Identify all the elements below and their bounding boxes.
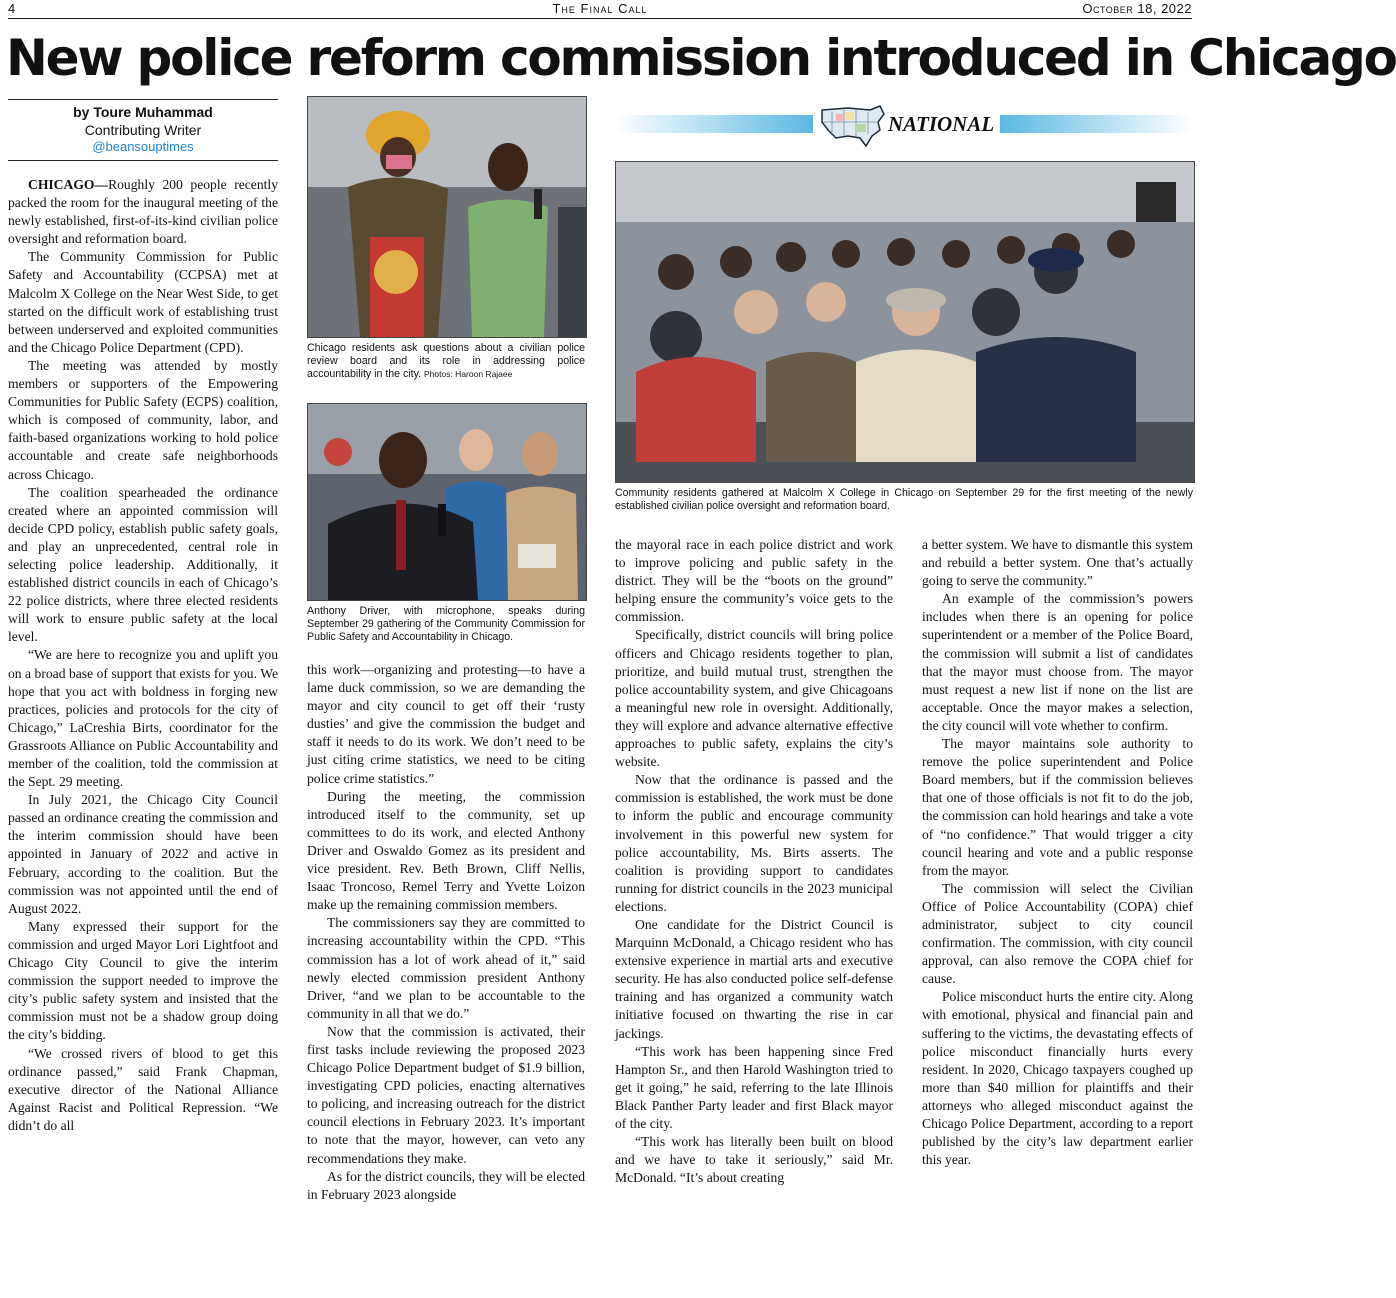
article-paragraph <box>8 248 278 357</box>
article-paragraph <box>615 536 893 626</box>
article-paragraph-text: The coalition spearheaded the ordinance created where an appointed commission will decide CPD policy, establish public safety goals, and play an unprecedented, central role in selecting police leadership. Additionally, it established district councils in each of Chicago’s 22 police districts, where three elected residents will work to ensure public safety at the local level. <box>8 484 278 645</box>
article-paragraph <box>615 916 893 1043</box>
article-paragraph-text: “We are here to recognize you and uplift you on a broad base of support that exists for you. We hope that you act with boldness in forging new practices, policies and protocols for the city of Chicago,” LaCreshia Birts, coordinator for the Grassroots Alliance on Public Accountability and member of the coalition, told the commission at the Sept. 29 meeting. <box>8 647 278 790</box>
byline <box>8 103 278 155</box>
article-paragraph <box>8 1045 278 1135</box>
section-bar-left <box>615 115 813 133</box>
article-paragraph <box>307 1168 585 1204</box>
article-paragraph <box>307 788 585 915</box>
article-paragraph-text: The meeting was attended by mostly members or supporters of the Empowering Communities for Public Safety (ECPS) coalition, which is composed of community, labor, and faith-based organizations working to hold police accountable and create safe neighborhoods across Chicago. <box>8 357 278 482</box>
article-paragraph <box>8 918 278 1045</box>
publication-name: The Final Call <box>552 1 648 16</box>
article-paragraph-text: Now that the commission is activated, their first tasks include reviewing the proposed 2023 Chicago Police Department budget of $1.9 billion, investigating CPD policies, enacting alternatives to policing, and increasing outreach for the district council elections in February 2023. It’s important to note that the mayor, however, can veto any recommendations they make. <box>307 1023 585 1166</box>
article-paragraph-text: “This work has literally been built on blood and we have to take it seriously,” said Mr. McDonald. “It’s about creating <box>615 1134 893 1186</box>
photo-credit: Photos: Haroon Rajaee <box>424 369 513 379</box>
article-paragraph <box>307 661 585 788</box>
article-paragraph <box>615 1043 893 1133</box>
photo-audience-icon <box>616 162 1194 482</box>
article-paragraph-text: In July 2021, the Chicago City Council passed an ordinance creating the commission and the interim commission should have been appointed in January of 2022 and active in February, according to the coalition. But the commission was not appointed until the end of August 2022. <box>8 792 278 916</box>
article-column-4 <box>922 536 1193 1294</box>
article-column-2 <box>307 661 585 1294</box>
article-paragraph <box>615 626 893 771</box>
issue-date: October 18, 2022 <box>1082 1 1192 16</box>
article-paragraph-text: An example of the commission’s powers includes when there is an opening for police superintendent or a member of the Police Board, the commission will submit a list of candidates that the mayor must choose from. The mayor must request a new list if none on the list are acceptable. Once the mayor makes a selection, the city council will vote whether to confirm. <box>922 591 1193 733</box>
article-paragraph-text: As for the district councils, they will be elected in February 2023 alongside <box>307 1168 585 1202</box>
article-paragraph <box>8 357 278 484</box>
article-paragraph-text: Many expressed their support for the commission and urged Mayor Lori Lightfoot and Chicago City Council to give the interim commission the support needed to improve the city’s public safety system and insisted that the commission must not be a shadow group doing the city’s bidding. <box>8 918 278 1043</box>
article-paragraph-text: the mayoral race in each police district and work to improve policing and public safety in the district. They will be the “boots on the ground” helping ensure the community’s voice gets to the commission. <box>615 537 893 625</box>
photo-residents-questions <box>307 96 587 338</box>
article-paragraph-text: “We crossed rivers of blood to get this ordinance passed,” said Frank Chapman, executive director of the National Alliance Against Racist and Political Repression. “We didn’t do all <box>8 1045 278 1133</box>
photo-2-caption-text: Anthony Driver, with microphone, speaks during September 29 gathering of the Community Commission for Public Safety and Accountability in Chicago. <box>307 605 585 643</box>
article-paragraph-text: Now that the ordinance is passed and the commission is established, the work must be done to inform the public and encourage community involvement in this powerful new system for police accountability, Ms. Birts asserts. The coalition is providing support to candidates running for district councils in the 2023 municipal elections. <box>615 772 893 914</box>
article-paragraph-text: Roughly 200 people recently packed the room for the inaugural meeting of the newly established, first-of-its-kind civilian police oversight and reformation board. <box>8 177 278 247</box>
article-paragraph-text: During the meeting, the commission introduced itself to the community, set up committees to do its work, and elected Anthony Driver and Oswaldo Gomez as its president and vice president. Rev. Beth Brown, Cliff Nellis, Isaac Troncoso, Remel Terry and Yvette Loizon make up the remaining commission members. <box>307 788 585 913</box>
article-column-1 <box>8 176 278 1294</box>
article-paragraph <box>922 590 1193 735</box>
photo-1-caption <box>307 342 585 381</box>
article-paragraph-text: The commission will select the Civilian Office of Police Accountability (COPA) chief administrator, subject to city council confirmation. The commission, with city council approval, can also remove the COPA chief for cause. <box>922 880 1193 987</box>
byline-author: by Toure Muhammad <box>73 104 213 120</box>
byline-role: Contributing Writer <box>84 122 202 138</box>
running-header <box>8 0 1192 19</box>
article-paragraph-text: Police misconduct hurts the entire city. Along with emotional, physical and financial pain and suffering to the victims, the devastating effects of police misconduct financially hurts every resident. In 2020, Chicago taxpayers coughed up more than $40 million for plaintiffs and their attorneys who alleged misconduct against the Chicago Police Department, according to a report published by the city’s law department earlier this year. <box>922 989 1193 1168</box>
article-paragraph-text: One candidate for the District Council is Marquinn McDonald, a Chicago resident who has extensive experience in martial arts and executive security. He has also conducted police self-defense training and has organized a community watch initiative focused on thwarting the rise in car jackings. <box>615 916 893 1041</box>
article-paragraph <box>307 914 585 1023</box>
article-paragraph-text: “This work has been happening since Fred Hampton Sr., and then Harold Washington tried to get it going,” he said, referring to the late Illinois Black Panther Party leader and first Black mayor of the city. <box>615 1043 893 1131</box>
article-column-3 <box>615 536 893 1294</box>
article-paragraph <box>922 880 1193 989</box>
photo-1-caption-text: Chicago residents ask questions about a civilian police review board and its role in addressing police accountability in the city. <box>307 342 585 380</box>
photo-anthony-driver <box>307 403 587 601</box>
photo-residents-questions-icon <box>308 97 586 337</box>
section-label: NATIONAL <box>888 112 995 136</box>
photo-3-caption <box>615 487 1193 513</box>
dateline: CHICAGO— <box>28 177 109 192</box>
photo-audience <box>615 161 1195 483</box>
section-bar-right <box>1000 115 1192 133</box>
article-paragraph-text: a better system. We have to dismantle this system and rebuild a better system. One that’s actually going to serve the community.” <box>922 537 1193 589</box>
us-map-icon <box>818 100 888 150</box>
photo-2-caption <box>307 605 585 644</box>
photo-anthony-driver-icon <box>308 404 586 600</box>
article-paragraph <box>615 771 893 916</box>
byline-top-rule <box>8 99 278 100</box>
article-paragraph-text: this work—organizing and protesting—to have a lame duck commission, so we are demanding the mayor and city council to get off their ‘rusty dusties’ and give the commission the budget and staff it needs to do its work. We don’t need to be just citing crime statistics, we need to be citing police crime statistics.” <box>307 662 585 786</box>
article-paragraph <box>8 484 278 647</box>
article-paragraph <box>8 176 278 248</box>
headline: New police reform commission introduced in Chicago <box>6 29 1396 87</box>
article-paragraph <box>8 646 278 791</box>
article-paragraph-text: The commissioners say they are committed to increasing accountability within the CPD. “This commission has a lot of work ahead of it,” said newly elected commission president Anthony Driver, “and we plan to be accountable to the community in all that we do.” <box>307 915 585 1021</box>
photo-3-caption-text: Community residents gathered at Malcolm X College in Chicago on September 29 for the first meeting of the newly established civilian police oversight and reformation board. <box>615 487 1193 512</box>
article-paragraph-text: The mayor maintains sole authority to remove the police superintendent and Police Board members, but if the commission believes that one of those officials is not fit to do the job, the commission can hold hearings and take a vote of “no confidence.” That would trigger a city council hearing and vote and a public response from the mayor. <box>922 736 1193 878</box>
article-paragraph <box>307 1023 585 1168</box>
article-paragraph <box>922 536 1193 590</box>
article-paragraph <box>922 735 1193 880</box>
byline-bottom-rule <box>8 160 278 161</box>
article-paragraph <box>922 988 1193 1169</box>
page-number: 4 <box>8 1 16 16</box>
article-paragraph-text: Specifically, district councils will bring police officers and Chicago residents together to plan, prioritize, and build mutual trust, strengthen the police accountability system, and give Chicagoans a meaningful new role in oversight. Additionally, they will explore and advance alternative effective approaches to public safety, explains the city’s website. <box>615 627 893 770</box>
article-paragraph-text: The Community Commission for Public Safety and Accountability (CCPSA) met at Malcolm X College on the Near West Side, to get started on the difficult work of establishing trust between underserved and exploited communities and the Chicago Police Department (CPD). <box>8 249 278 355</box>
article-paragraph <box>615 1133 893 1187</box>
byline-handle: @beansouptimes <box>92 139 194 154</box>
article-paragraph <box>8 791 278 918</box>
